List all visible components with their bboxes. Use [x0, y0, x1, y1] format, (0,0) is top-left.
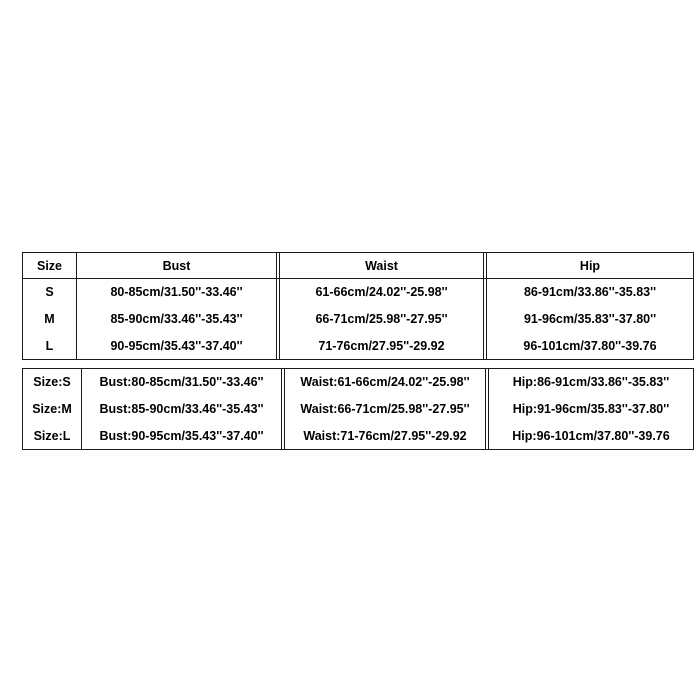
bust-cell: Bust:85-90cm/33.46''-35.43'' — [82, 396, 282, 423]
size-cell: Size:M — [23, 396, 82, 423]
table-row — [23, 423, 694, 450]
bust-cell: 85-90cm/33.46''-35.43'' — [77, 306, 277, 333]
size-cell: Size:S — [23, 369, 82, 396]
size-cell: S — [23, 279, 77, 306]
hip-cell: 96-101cm/37.80''-39.76 — [487, 333, 694, 360]
table-row — [23, 333, 694, 360]
size-chart-labeled-table — [22, 368, 694, 450]
bust-cell: 80-85cm/31.50''-33.46'' — [77, 279, 277, 306]
table-row — [23, 306, 694, 333]
hip-cell: Hip:86-91cm/33.86''-35.83'' — [489, 369, 694, 396]
hip-cell: 91-96cm/35.83''-37.80'' — [487, 306, 694, 333]
bust-cell: Bust:80-85cm/31.50''-33.46'' — [82, 369, 282, 396]
table-row — [23, 369, 694, 396]
hip-cell: Hip:91-96cm/35.83''-37.80'' — [489, 396, 694, 423]
table-header-row — [23, 253, 694, 279]
hip-cell: 86-91cm/33.86''-35.83'' — [487, 279, 694, 306]
waist-cell: 66-71cm/25.98''-27.95'' — [280, 306, 484, 333]
table-row — [23, 279, 694, 306]
waist-cell: Waist:71-76cm/27.95''-29.92 — [285, 423, 486, 450]
waist-cell: Waist:61-66cm/24.02''-25.98'' — [285, 369, 486, 396]
waist-cell: 71-76cm/27.95''-29.92 — [280, 333, 484, 360]
header-hip: Hip — [487, 253, 694, 279]
header-bust: Bust — [77, 253, 277, 279]
size-cell: Size:L — [23, 423, 82, 450]
waist-cell: 61-66cm/24.02''-25.98'' — [280, 279, 484, 306]
hip-cell: Hip:96-101cm/37.80''-39.76 — [489, 423, 694, 450]
bust-cell: 90-95cm/35.43''-37.40'' — [77, 333, 277, 360]
header-waist: Waist — [280, 253, 484, 279]
waist-cell: Waist:66-71cm/25.98''-27.95'' — [285, 396, 486, 423]
size-cell: L — [23, 333, 77, 360]
table-row — [23, 396, 694, 423]
size-chart-table — [22, 252, 694, 360]
bust-cell: Bust:90-95cm/35.43''-37.40'' — [82, 423, 282, 450]
size-cell: M — [23, 306, 77, 333]
header-size: Size — [23, 253, 77, 279]
